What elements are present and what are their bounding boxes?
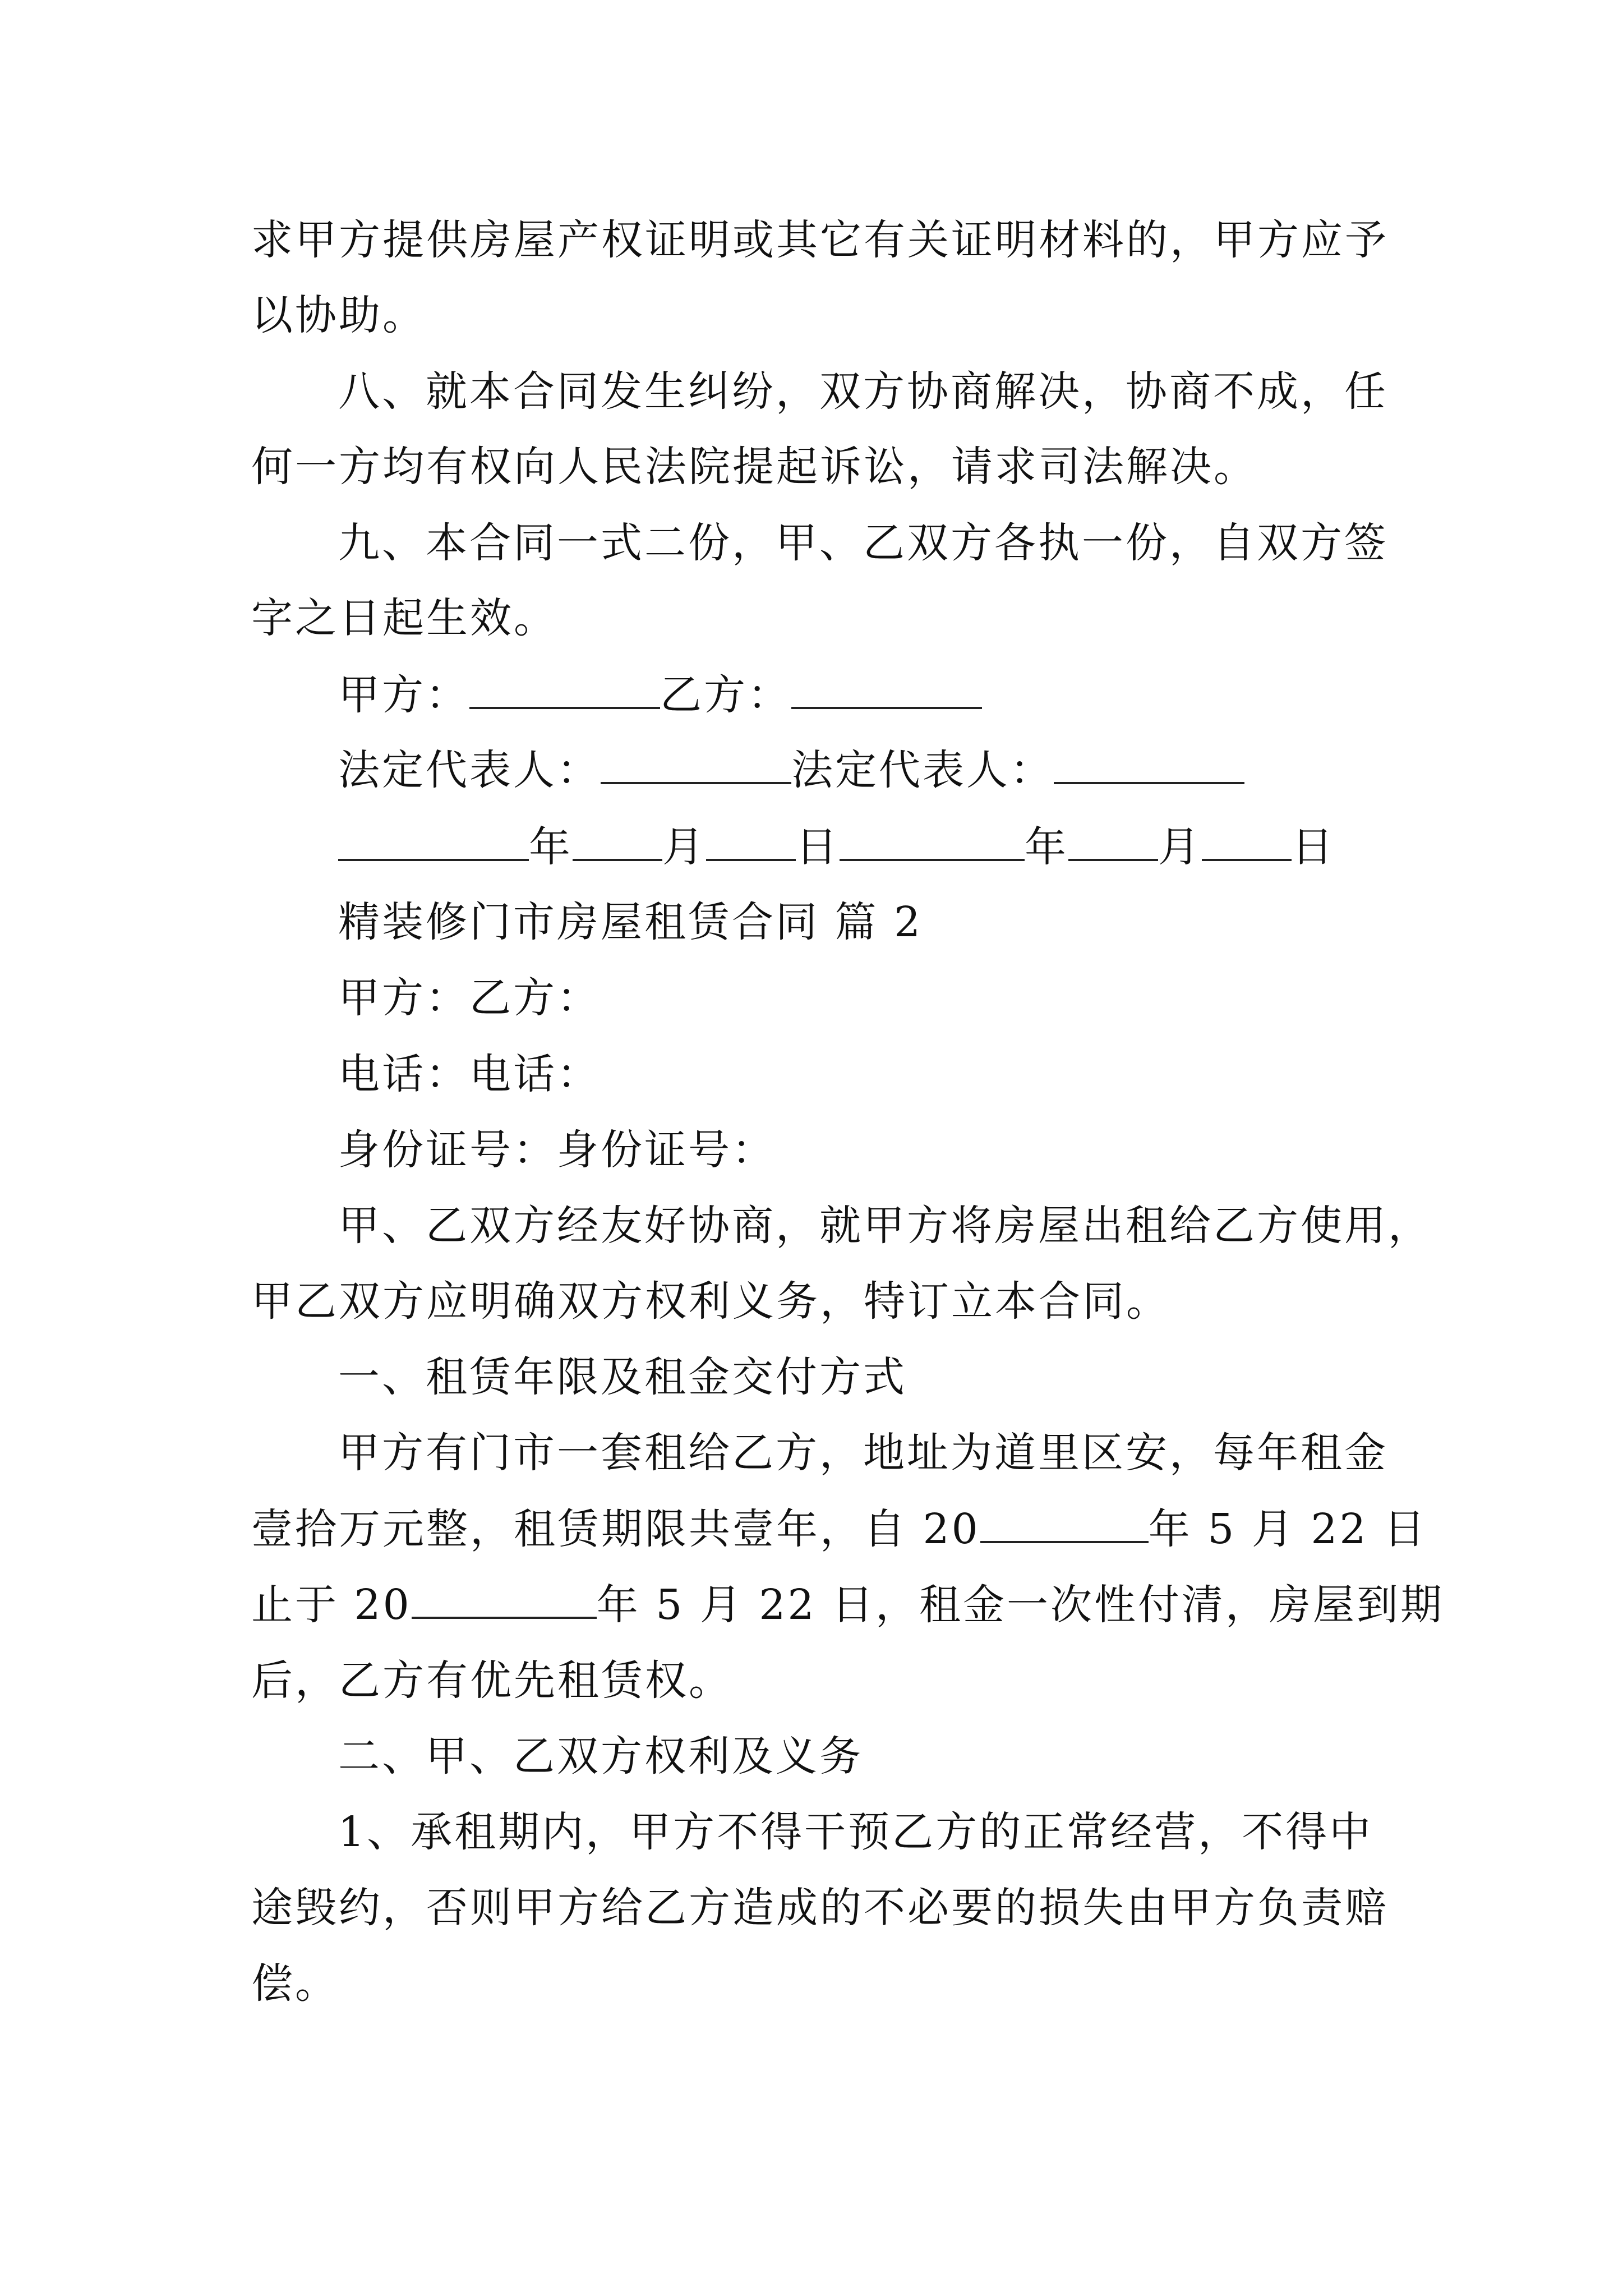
date-b-day-label: 日 xyxy=(1292,823,1335,871)
date-a-month-blank xyxy=(573,824,662,861)
date-b-month-blank xyxy=(1068,824,1158,861)
section-1-line-2 xyxy=(251,1501,1427,1557)
lease-start-year-blank xyxy=(980,1506,1149,1543)
date-a-year-blank xyxy=(338,824,529,861)
clause-9-line-2: 字之日起生效。 xyxy=(251,594,557,642)
section-1-line-4: 后，乙方有优先租赁权。 xyxy=(251,1657,732,1705)
paragraph-7-continued-line-1: 求甲方提供房屋产权证明或其它有关证明材料的，甲方应予 xyxy=(251,216,1389,264)
section-2-item-1-line-2: 途毁约，否则甲方给乙方造成的不必要的损失由甲方负责赔 xyxy=(251,1884,1389,1932)
paragraph-7-continued-line-2: 以协助。 xyxy=(251,291,426,339)
lease-end-year-blank xyxy=(412,1582,597,1619)
contract-2-id-numbers: 身份证号：身份证号： xyxy=(338,1126,776,1174)
party-a-signature-blank xyxy=(469,672,660,709)
lease-end-date-text: 年 5 月 22 日，租金一次性付清，房屋到期 xyxy=(596,1581,1445,1629)
signature-parties-line xyxy=(338,667,982,723)
section-1-heading: 一、租赁年限及租金交付方式 xyxy=(338,1353,907,1401)
rep-a-signature-blank xyxy=(601,747,791,784)
section-2-item-1-line-3: 偿。 xyxy=(251,1959,339,2008)
signature-date-line xyxy=(338,819,1335,875)
lease-start-date-text: 年 5 月 22 日 xyxy=(1148,1505,1428,1553)
contract-2-title: 精装修门市房屋租赁合同 篇 2 xyxy=(338,898,923,946)
rep-b-signature-blank xyxy=(1054,747,1244,784)
contract-2-intro-line-2: 甲乙双方应明确双方权利义务，特订立本合同。 xyxy=(251,1277,1170,1326)
date-b-year-blank xyxy=(840,824,1025,861)
date-a-month-label: 月 xyxy=(662,823,706,871)
section-1-line-1: 甲方有门市一套租给乙方，地址为道里区安，每年租金 xyxy=(338,1429,1388,1477)
rep-b-label: 法定代表人： xyxy=(791,746,1054,794)
lease-start-text: 壹拾万元整，租赁期限共壹年，自 20 xyxy=(251,1505,980,1553)
section-1-line-3 xyxy=(251,1577,1444,1633)
clause-8-line-2: 何一方均有权向人民法院提起诉讼，请求司法解决。 xyxy=(251,443,1257,491)
clause-9-line-1: 九、本合同一式二份，甲、乙双方各执一份，自双方签 xyxy=(338,519,1388,567)
section-2-heading: 二、甲、乙双方权利及义务 xyxy=(338,1732,863,1780)
clause-8-line-1: 八、就本合同发生纠纷，双方协商解决，协商不成，任 xyxy=(338,367,1388,416)
date-a-year-label: 年 xyxy=(529,823,573,871)
party-b-label: 乙方： xyxy=(660,671,791,719)
party-b-signature-blank xyxy=(791,672,982,709)
party-a-label: 甲方： xyxy=(338,671,469,719)
rep-a-label: 法定代表人： xyxy=(338,746,601,794)
date-a-day-blank xyxy=(706,824,796,861)
date-b-month-label: 月 xyxy=(1158,823,1202,871)
lease-end-text: 止于 20 xyxy=(251,1581,412,1629)
legal-representative-line xyxy=(338,742,1244,798)
section-2-item-1-line-1: 1、承租期内，甲方不得干预乙方的正常经营，不得中 xyxy=(338,1808,1373,1856)
contract-2-phones: 电话：电话： xyxy=(338,1050,601,1098)
date-b-year-label: 年 xyxy=(1025,823,1068,871)
date-b-day-blank xyxy=(1202,824,1292,861)
contract-2-parties: 甲方：乙方： xyxy=(338,974,601,1022)
contract-2-intro-line-1: 甲、乙双方经友好协商，就甲方将房屋出租给乙方使用， xyxy=(338,1202,1432,1250)
date-a-day-label: 日 xyxy=(796,823,840,871)
